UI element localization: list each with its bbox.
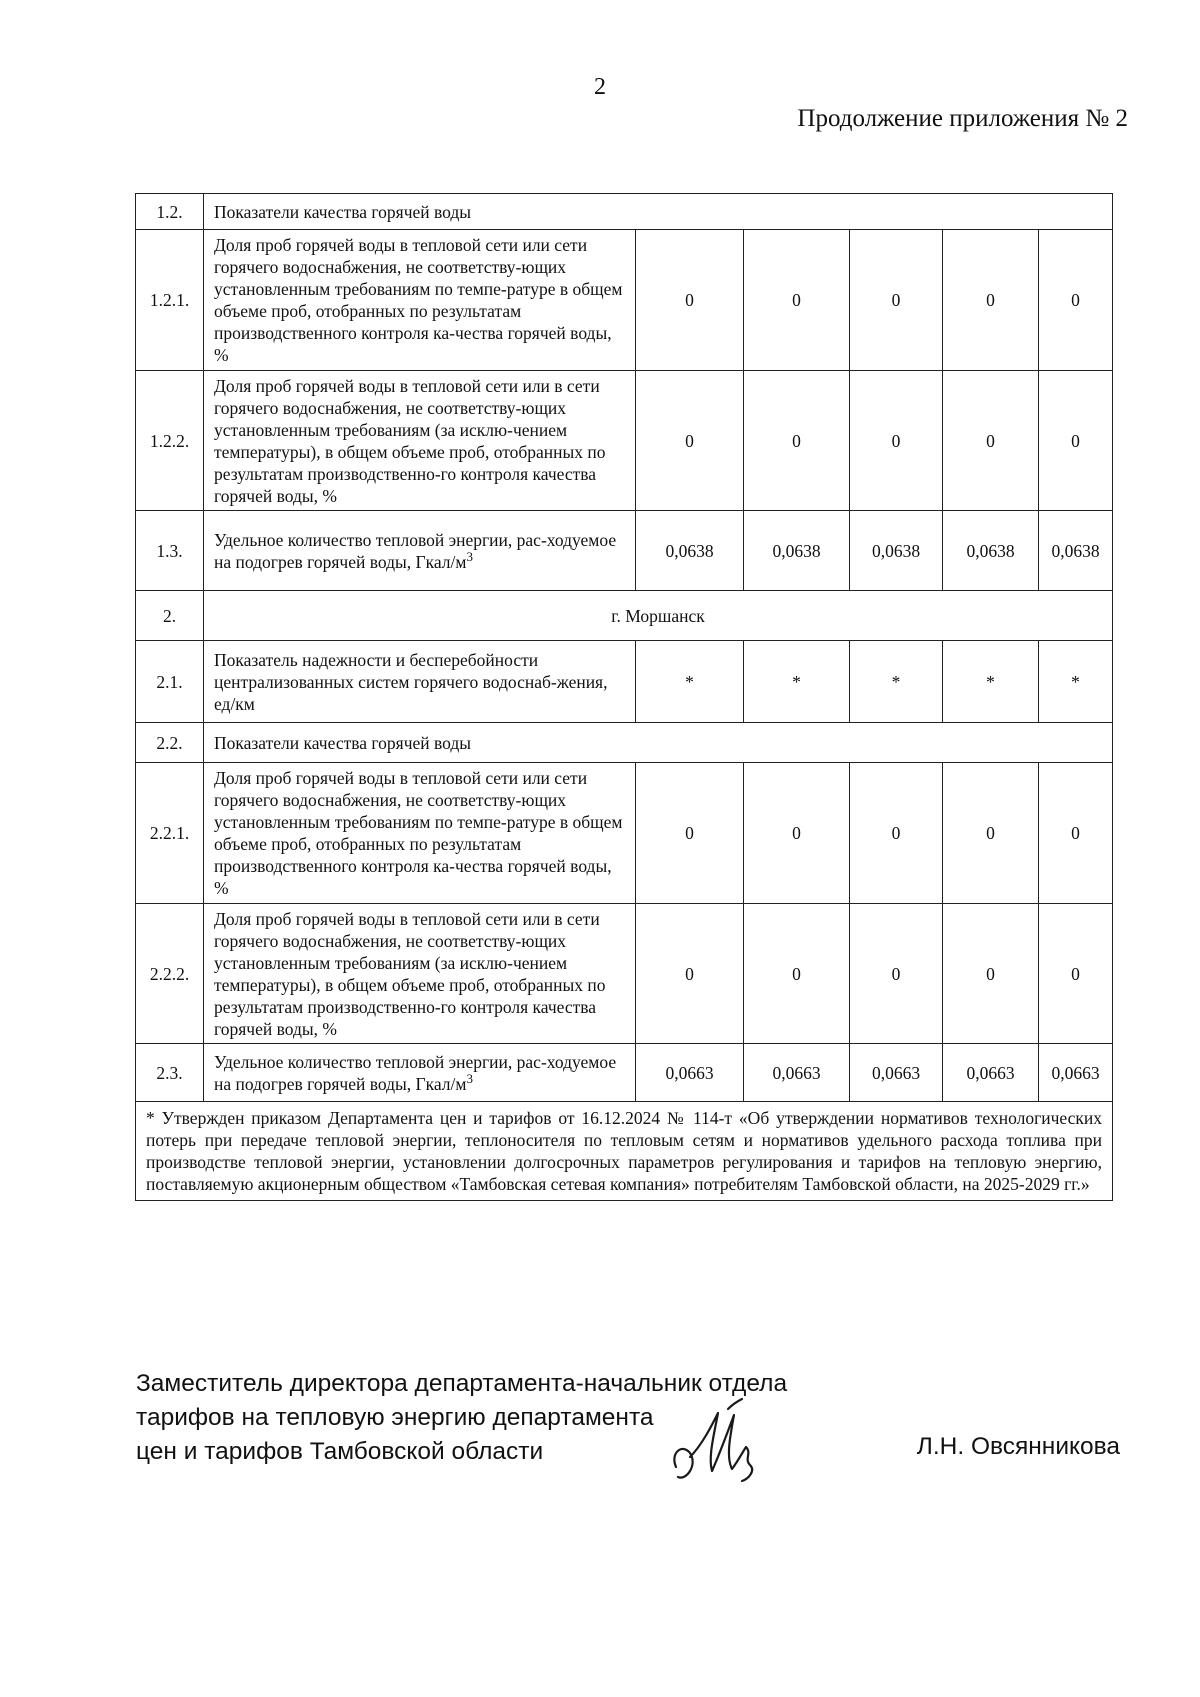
value-cell: 0 [744,763,850,904]
indicator-text: Удельное количество тепловой энергии, рас-ходуемое на подогрев горячей воды, Гкал/м [214,529,617,572]
value-cell: 0 [850,230,943,371]
row-number: 1.3. [136,511,204,591]
value-cell: 0 [636,371,744,511]
appendix-continuation-title: Продолжение приложения № 2 [797,105,1128,132]
value-cell: 0 [1039,230,1113,371]
unit-superscript: 3 [466,548,473,564]
value-cell: 0,0638 [636,511,744,591]
city-heading: г. Моршанск [204,591,1113,641]
value-cell: 0 [1039,904,1113,1044]
row-number: 2.1. [136,641,204,723]
value-cell: 0,0663 [1039,1044,1113,1102]
row-number: 2.2.1. [136,763,204,904]
page-number: 2 [594,74,606,100]
footnote: * Утвержден приказом Департамента цен и тарифов от 16.12.2024 № 114-т «Об утверждении нормативов технологических потерь при передаче тепловой энергии, теплоносителя по тепловым сетям и нормативов удельного расхода топлива при производстве тепловой энергии, установлении долгосрочных параметров регулирования и тарифов на тепловую энергию, поставляемую акционерным обществом «Тамбовская сетевая компания» потребителям Тамбовской области, на 2025-2029 гг.» [136,1102,1113,1201]
table-row-2-2 [136,723,1113,763]
value-cell: 0 [744,230,850,371]
indicator-text: Удельное количество тепловой энергии, рас-ходуемое на подогрев горячей воды, Гкал/м [214,1051,617,1094]
value-cell: 0 [850,904,943,1044]
value-cell: 0 [850,371,943,511]
signer-position-line-1: Заместитель директора департамента-начальник отдела [136,1370,788,1397]
value-cell: * [1039,641,1113,723]
indicator-description [204,1044,636,1102]
row-number: 1.2.1. [136,230,204,371]
row-number: 1.2.2. [136,371,204,511]
row-number: 1.2. [136,194,204,230]
row-number: 2.2.2. [136,904,204,1044]
value-cell: 0 [744,904,850,1044]
value-cell: 0 [744,371,850,511]
value-cell: * [636,641,744,723]
table-row-2-3 [136,1044,1113,1102]
unit-superscript: 3 [466,1070,473,1086]
value-cell: 0 [943,230,1039,371]
section-heading: Показатели качества горячей воды [204,194,1113,230]
value-cell: 0 [636,904,744,1044]
table-row-2-2-2 [136,904,1113,1044]
value-cell: 0,0663 [943,1044,1039,1102]
value-cell: * [744,641,850,723]
value-cell: 0,0638 [744,511,850,591]
table-row-2-1 [136,641,1113,723]
value-cell: * [943,641,1039,723]
table-row-1-2 [136,194,1113,230]
value-cell: 0,0663 [744,1044,850,1102]
section-heading: Показатели качества горячей воды [204,723,1113,763]
value-cell: 0,0638 [943,511,1039,591]
indicator-description: Доля проб горячей воды в тепловой сети или в сети горячего водоснабжения, не соответству-ющих установленным требованиям (за исклю-чением температуры), в общем объеме проб, отобранных по результатам производственно-го контроля качества горячей воды, % [204,371,636,511]
table-row-2-2-1 [136,763,1113,904]
table-row-2 [136,591,1113,641]
value-cell: 0 [943,904,1039,1044]
value-cell: 0 [1039,371,1113,511]
handwritten-signature [668,1395,788,1505]
indicators-table [135,193,1113,1201]
signer-position-line-3: цен и тарифов Тамбовской области [136,1438,544,1465]
footnote-row [136,1102,1113,1201]
signer-name: Л.Н. Овсянникова [916,1433,1120,1460]
indicator-description: Показатель надежности и бесперебойности централизованных систем горячего водоснаб-жения, ед/км [204,641,636,723]
indicator-description [204,511,636,591]
indicator-description: Доля проб горячей воды в тепловой сети или в сети горячего водоснабжения, не соответству-ющих установленным требованиям (за исклю-чением температуры), в общем объеме проб, отобранных по результатам производственно-го контроля качества горячей воды, % [204,904,636,1044]
value-cell: * [850,641,943,723]
value-cell: 0 [943,763,1039,904]
table-row-1-3 [136,511,1113,591]
indicator-description: Доля проб горячей воды в тепловой сети или сети горячего водоснабжения, не соответству-ющих установленным требованиям по темпе-ратуре в общем объеме проб, отобранных по результатам производственного контроля ка-чества горячей воды, % [204,230,636,371]
value-cell: 0 [636,763,744,904]
table-row-1-2-2 [136,371,1113,511]
value-cell: 0,0638 [1039,511,1113,591]
value-cell: 0 [636,230,744,371]
value-cell: 0,0663 [850,1044,943,1102]
value-cell: 0 [1039,763,1113,904]
row-number: 2.3. [136,1044,204,1102]
indicator-description: Доля проб горячей воды в тепловой сети или сети горячего водоснабжения, не соответству-ющих установленным требованиям по темпе-ратуре в общем объеме проб, отобранных по результатам производственного контроля ка-чества горячей воды, % [204,763,636,904]
row-number: 2.2. [136,723,204,763]
value-cell: 0,0638 [850,511,943,591]
value-cell: 0 [850,763,943,904]
value-cell: 0,0663 [636,1044,744,1102]
table-row-1-2-1 [136,230,1113,371]
row-number: 2. [136,591,204,641]
value-cell: 0 [943,371,1039,511]
signer-position-line-2: тарифов на тепловую энергию департамента [136,1404,654,1431]
